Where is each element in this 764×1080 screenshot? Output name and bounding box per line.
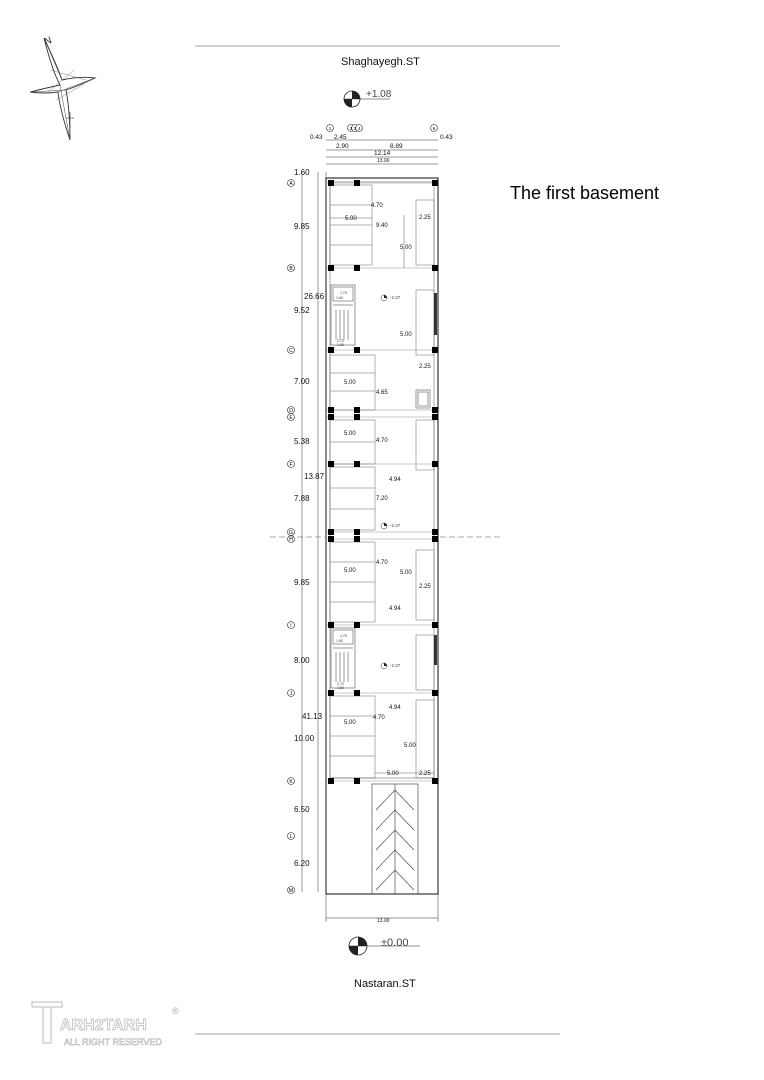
svg-text:I: I xyxy=(290,623,292,629)
building-outline xyxy=(326,178,438,894)
svg-text:F: F xyxy=(289,462,293,468)
svg-text:4.70: 4.70 xyxy=(371,203,383,209)
svg-text:3: 3 xyxy=(353,126,357,131)
street-label-bottom: Nastaran.ST xyxy=(354,978,416,990)
dim-front: 1.60 xyxy=(294,168,310,177)
svg-text:B: B xyxy=(289,266,293,272)
stair-upper xyxy=(331,285,355,347)
svg-text:4: 4 xyxy=(357,126,361,131)
svg-text:4.70: 4.70 xyxy=(376,560,388,566)
svg-text:1.80: 1.80 xyxy=(337,343,344,347)
svg-text:K: K xyxy=(289,779,293,785)
axis-6-bubble xyxy=(431,125,438,132)
north-label: N xyxy=(42,35,54,48)
svg-text:4.70: 4.70 xyxy=(376,438,388,444)
svg-text:1.75: 1.75 xyxy=(340,291,347,295)
street-label-top: Shaghayegh.ST xyxy=(341,56,420,68)
svg-text:4.70: 4.70 xyxy=(373,715,385,721)
svg-text:5.00: 5.00 xyxy=(344,431,356,437)
svg-text:D: D xyxy=(289,408,293,414)
dim-seg-right: 8.89 xyxy=(390,143,403,150)
svg-text:-2.37: -2.37 xyxy=(390,295,401,300)
svg-text:5.00: 5.00 xyxy=(387,771,399,777)
svg-text:2.70: 2.70 xyxy=(337,339,344,343)
logo-registered: ® xyxy=(172,1006,179,1016)
drawing-title: The first basement xyxy=(510,183,660,203)
svg-text:5.00: 5.00 xyxy=(344,568,356,574)
svg-text:4.94: 4.94 xyxy=(389,606,401,612)
level-marker-top xyxy=(344,89,392,107)
svg-text:5.00: 5.00 xyxy=(345,216,357,222)
dim-bay12: 2.45 xyxy=(334,134,347,141)
svg-text:M: M xyxy=(288,888,294,894)
svg-text:1.60: 1.60 xyxy=(336,639,343,643)
svg-text:7.20: 7.20 xyxy=(376,496,388,502)
dim-ef: 5.38 xyxy=(294,437,310,446)
structural-columns xyxy=(328,180,438,784)
svg-text:C: C xyxy=(289,348,293,354)
dim-lm: 6.20 xyxy=(294,859,310,868)
svg-text:5: 5 xyxy=(0,0,1,1)
axis-234-bubbles xyxy=(348,125,363,132)
level-top-label: +1.08 xyxy=(366,89,392,100)
dim-fg: 7.88 xyxy=(294,494,310,503)
dim-seg-left: 2.90 xyxy=(336,143,349,150)
svg-text:-2.37: -2.37 xyxy=(390,523,401,528)
axis-5-bubble xyxy=(0,0,1,1)
inner-dimensions xyxy=(330,203,434,777)
dim-outer-bottom: 13.00 xyxy=(377,918,390,924)
svg-text:H: H xyxy=(289,537,293,543)
axis-1-bubble xyxy=(327,125,334,132)
svg-text:2.25: 2.25 xyxy=(419,364,431,370)
svg-text:5.00: 5.00 xyxy=(400,570,412,576)
dim-total-lower: 41.13 xyxy=(302,712,323,721)
svg-text:G: G xyxy=(289,530,293,536)
svg-text:2.25: 2.25 xyxy=(419,584,431,590)
dim-kl: 6.50 xyxy=(294,805,310,814)
dim-outer-top: 13.00 xyxy=(377,158,390,164)
level-bottom-label: ±0.00 xyxy=(381,937,409,949)
dim-cd: 7.00 xyxy=(294,377,310,386)
svg-text:1: 1 xyxy=(328,126,332,131)
dim-bc: 9.52 xyxy=(294,306,310,315)
dim-ij: 8.00 xyxy=(294,656,310,665)
dim-jk: 10.00 xyxy=(294,734,315,743)
stair-lower xyxy=(331,628,355,690)
svg-text:6: 6 xyxy=(432,126,436,131)
svg-text:2.70: 2.70 xyxy=(337,682,344,686)
left-dimensions xyxy=(294,168,325,868)
level-marker-bottom xyxy=(349,937,420,955)
dim-hi: 9.85 xyxy=(294,578,310,587)
svg-text:4.94: 4.94 xyxy=(389,477,401,483)
svg-text:5.00: 5.00 xyxy=(344,720,356,726)
svg-text:4.65: 4.65 xyxy=(376,390,388,396)
svg-text:E: E xyxy=(289,415,293,421)
svg-text:L: L xyxy=(289,834,293,840)
dim-edge-right: 0.43 xyxy=(440,134,453,141)
svg-text:5.00: 5.00 xyxy=(400,245,412,251)
elevator-shaft xyxy=(416,390,430,408)
svg-text:5.00: 5.00 xyxy=(404,743,416,749)
svg-text:5.00: 5.00 xyxy=(344,380,356,386)
svg-text:1.75: 1.75 xyxy=(340,634,347,638)
svg-text:2.25: 2.25 xyxy=(419,215,431,221)
entry-ramp xyxy=(372,784,418,894)
dim-ab: 9.85 xyxy=(294,222,310,231)
dim-edge-left: 0.43 xyxy=(310,134,323,141)
building-inner-line xyxy=(330,182,434,778)
north-arrow-icon xyxy=(30,35,95,140)
dim-total: 12.14 xyxy=(374,150,391,157)
svg-text:J: J xyxy=(289,691,293,697)
svg-text:2.25: 2.25 xyxy=(419,771,431,777)
logo-brand: ARH2TARH xyxy=(60,1017,147,1034)
svg-text:4.94: 4.94 xyxy=(389,705,401,711)
svg-text:A: A xyxy=(289,181,293,187)
dim-total-upper: 26.66 xyxy=(304,292,325,301)
logo-mark-icon xyxy=(30,1000,190,1052)
svg-text:9.40: 9.40 xyxy=(376,223,388,229)
svg-text:-2.37: -2.37 xyxy=(390,663,401,668)
svg-text:2: 2 xyxy=(349,126,353,131)
svg-text:1.60: 1.60 xyxy=(336,296,343,300)
logo-tagline: ALL RIGHT RESERVED xyxy=(64,1037,162,1047)
logo xyxy=(30,1000,190,1057)
dim-total-mid: 13.87 xyxy=(304,472,325,481)
svg-text:1.80: 1.80 xyxy=(337,686,344,690)
svg-text:5.00: 5.00 xyxy=(400,332,412,338)
parking-stalls xyxy=(330,185,434,778)
